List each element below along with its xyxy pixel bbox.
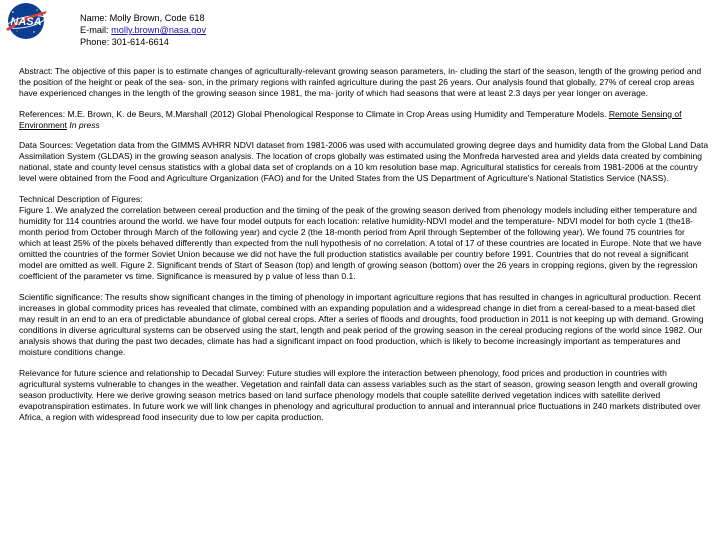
data-sources-paragraph: Data Sources: Vegetation data from the GIMMS AVHRR NDVI dataset from 1981-2006 was used with accumulated growing degree days and humidity data from the Global Land Data Assimilation System (GLDAS) in the growing season analysis. The location of crops globally was estimated using the Monfreda harvested area and yields data created by combining national, state and county level census statistics with a global data set of croplands on a 10 km resolution base map. Agricultural statistics for cereals from 1981-2006 at the country level were obtained from the Food and Agriculture Organization (FAO) and for the United States from the US Department of Agriculture's National Statistics Service (NASS). [19, 140, 709, 184]
technical-description-paragraph [19, 194, 709, 282]
technical-heading: Technical Description of Figures: [19, 193, 143, 204]
contact-phone: Phone: 301-614-6614 [80, 37, 169, 48]
technical-text: Figure 1. We analyzed the correlation between cereal production and the timing of the peak of the growing season derived from phenology models including either temperature and humidity for 114 countries around the world. we have four model outputs for each location: relative humidity-NDVI model and the temperature- NDVI model for both cycle 1 (the18-month period from October through March of the following year) and cycle 2 (the 18-month period from April through September of the following year). We found 75 countries for which at least 25% of the pixels behaved differently than expected from the null hypothesis of no correlation. A total of 17 of these countries are located in Europe. Note that we have omitted the countries of the former Soviet Union because we did not have the full production statistics available per country before 1991. Countries that do not reveal a significant model are omitted as well. Figure 2. Significant trends of Start of Season (top) and length of growing season (bottom) over the 26 years in cropping regions, given by the regression coefficient of the parameter vs time. Significance is measured by p value of less than 0.1. [19, 204, 702, 282]
email-label: E-mail: [80, 25, 109, 36]
nasa-meatball-icon [4, 2, 48, 40]
email-link[interactable]: molly.brown@nasa.gov [111, 25, 207, 36]
relevance-paragraph: Relevance for future science and relationship to Decadal Survey: Future studies will explore the interaction between phenology, food prices and production in countries with agricultural systems vulnerable to changes in the weather. Vegetation and rainfall data can assess variables such as the start of season, growing season length and overall growing season productivity. Here we derive growing season metrics based on land surface phenology models that couple satellite derived vegetation indices with satellite derived evapotranspiration estimates. In future work we will link changes in phenology and agricultural production to annual and interannual price fluctuations in 240 markets distributed over Africa, a region with widespread food insecurity due to low per capita production. [19, 367, 701, 422]
journal-name: Remote Sensing of Environment [19, 108, 682, 130]
contact-email-line [80, 24, 206, 36]
abstract-paragraph: Abstract: The objective of this paper is to estimate changes of agriculturally-relevant growing season parameters, in- cluding the start of the season, length of the growing period and the position of the height or peak of the sea- son, in the primary regions with rainfed agriculture during the past 26 years. Our analysis found that globally, 27% of cereal crop areas have experienced changes in the length of the growing season since 1981, the ma- jority of which had seasons that were at least 2.3 days per year longer on average. [19, 66, 702, 99]
logo-text: NASA [10, 16, 42, 28]
references-paragraph [19, 109, 709, 131]
scientific-significance-paragraph: Scientific significance: The results show significant changes in the timing of phenology in important agriculture regions that has resulted in changes in agricultural production. Recent increases in global commodity prices has revealed that climate, combined with an expanding population and a widespread change in diet from a cereal-based to a meat-based diet may result in an end to an era of predictable abundance of global cereal crops. After a series of floods and droughts, food production in 2011 is not keeping up with demand. Growing conditions in diverse agricultural systems can be observed using the start, length and peak period of the growing season in the cereal producing regions of the world since 1982. Our analysis shows that during the past two decades, climate has had a significant impact on food production, which is likely to become increasingly important as temperatures and moisture conditions change. [19, 291, 704, 358]
publication-status: In press [69, 119, 100, 130]
references-text: References: M.E. Brown, K. de Beurs, M.Marshall (2012) Global Phenological Response to Climate in Crop Areas using Humidity and Temperature Models. [19, 108, 607, 119]
contact-block [80, 12, 206, 49]
document-body [19, 66, 709, 432]
contact-name: Name: Molly Brown, Code 618 [80, 13, 205, 23]
nasa-logo [4, 2, 48, 40]
